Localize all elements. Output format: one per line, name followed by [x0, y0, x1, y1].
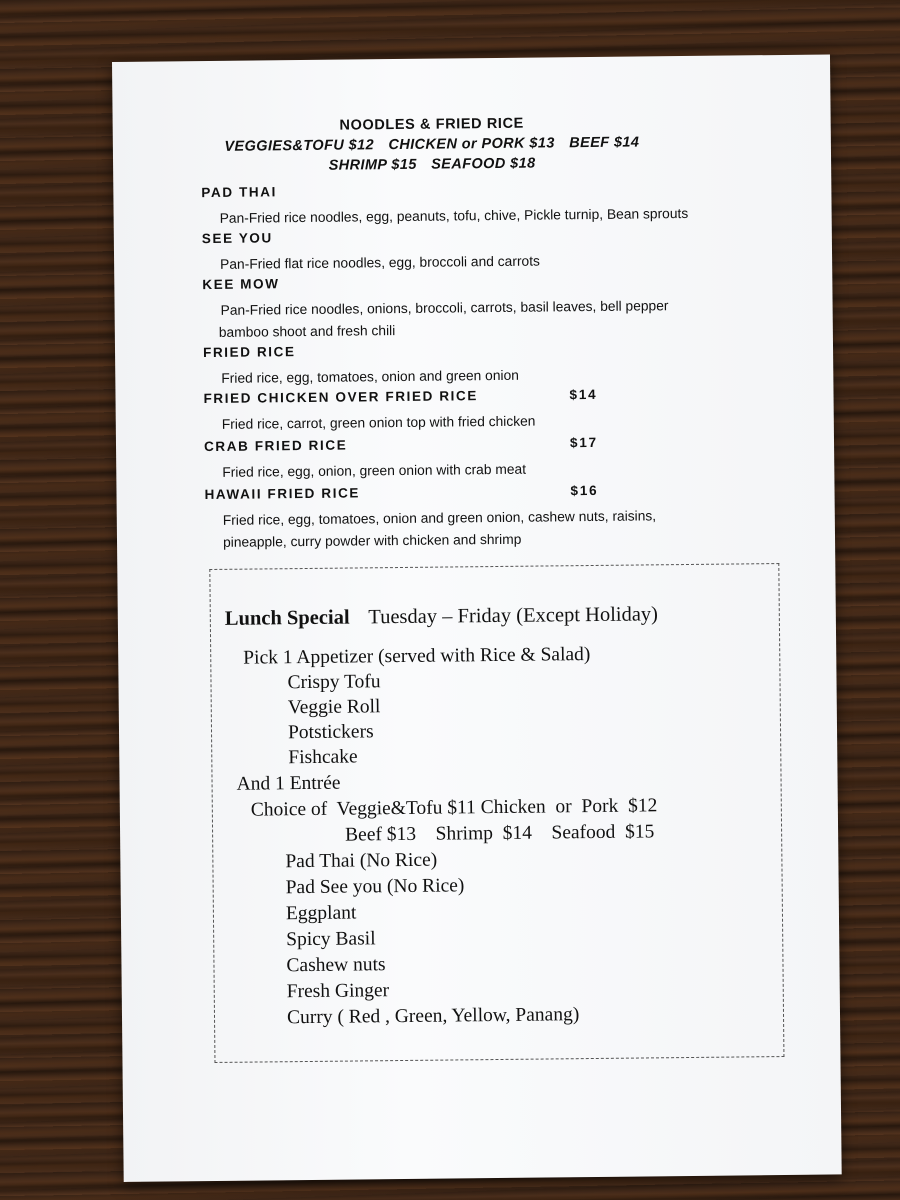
- lunch-special-header: [225, 603, 658, 631]
- dish-name: HAWAII FRIED RICE: [204, 485, 361, 503]
- entree-item: Pad See you (No Rice): [285, 875, 465, 899]
- dish-description: Fried rice, carrot, green onion top with fried chicken: [221, 413, 536, 432]
- dish-price: $17: [569, 434, 599, 451]
- dish-pad-thai: [201, 179, 801, 230]
- entree-item: Spicy Basil: [286, 928, 376, 951]
- appetizer-item: Potstickers: [287, 721, 374, 744]
- entree-choice-prices: Choice of Veggie&Tofu $11 Chicken or Pork $12: [250, 795, 658, 821]
- price-beef: BEEF $14: [569, 134, 640, 152]
- dish-description-line: pineapple, curry powder with chicken and shrimp: [222, 531, 522, 550]
- price-line-1: [73, 133, 791, 157]
- price-shrimp: SHRIMP $15: [328, 156, 417, 174]
- dish-hawaii-fried-rice: [204, 481, 805, 554]
- price-seafood: SEAFOOD $18: [431, 155, 536, 173]
- dish-description: Pan-Fried rice noodles, egg, peanuts, tofu, chive, Pickle turnip, Bean sprouts: [219, 205, 689, 226]
- dish-price: $16: [570, 482, 599, 499]
- dish-name: FRIED RICE: [202, 344, 296, 361]
- appetizer-item: Veggie Roll: [287, 696, 381, 719]
- dish-name: PAD THAI: [201, 184, 278, 201]
- dish-name: CRAB FRIED RICE: [203, 437, 348, 455]
- price-veggies-tofu: VEGGIES&TOFU $12: [224, 137, 375, 155]
- entree-item: Cashew nuts: [286, 954, 386, 977]
- dish-description-line: Pan-Fried rice noodles, onions, broccoli, carrots, basil leaves, bell pepper: [220, 298, 669, 318]
- lunch-special-days: Tuesday – Friday (Except Holiday): [368, 603, 659, 629]
- entree-intro: And 1 Entrée: [236, 772, 341, 795]
- dish-name: SEE YOU: [201, 230, 273, 247]
- menu-section-title: NOODLES & FRIED RICE: [339, 115, 524, 134]
- dish-description: [223, 504, 805, 554]
- entree-item: Curry ( Red , Green, Yellow, Panang): [286, 1004, 580, 1029]
- dish-description: [220, 294, 802, 344]
- dish-description: Pan-Fried flat rice noodles, egg, broccoli and carrots: [220, 253, 540, 272]
- appetizer-item: Crispy Tofu: [287, 671, 381, 694]
- appetizer-intro: Pick 1 Appetizer (served with Rice & Salad): [243, 644, 591, 669]
- price-chicken-pork: CHICKEN or PORK $13: [388, 135, 555, 154]
- dish-fried-rice: [203, 339, 803, 390]
- dish-see-you: [202, 225, 802, 276]
- dish-crab-fried-rice: [204, 433, 804, 484]
- entree-item: Eggplant: [285, 902, 357, 925]
- entree-item: Fresh Ginger: [286, 980, 390, 1003]
- appetizer-item: Fishcake: [288, 746, 358, 769]
- dish-kee-mow: [202, 271, 803, 344]
- dish-description-line: bamboo shoot and fresh chili: [218, 323, 396, 340]
- price-line-2: [73, 153, 791, 177]
- dish-name: KEE MOW: [202, 276, 280, 293]
- dish-fried-chicken-over-fried-rice: [203, 385, 803, 436]
- entree-item: Pad Thai (No Rice): [285, 849, 438, 873]
- dish-description: Fried rice, egg, tomatoes, onion and green onion: [221, 367, 519, 386]
- lunch-special-title: Lunch Special: [224, 606, 350, 630]
- dish-description: Fried rice, egg, onion, green onion with crab meat: [222, 461, 527, 480]
- dish-price: $14: [569, 386, 598, 403]
- dish-name: FRIED CHICKEN OVER FRIED RICE: [203, 388, 479, 407]
- lunch-special-box: [209, 563, 784, 1063]
- dish-description-line: Fried rice, egg, tomatoes, onion and green onion, cashew nuts, raisins,: [222, 508, 657, 528]
- entree-choice-prices: Beef $13 Shrimp $14 Seafood $15: [344, 821, 655, 846]
- menu-page: [112, 54, 842, 1181]
